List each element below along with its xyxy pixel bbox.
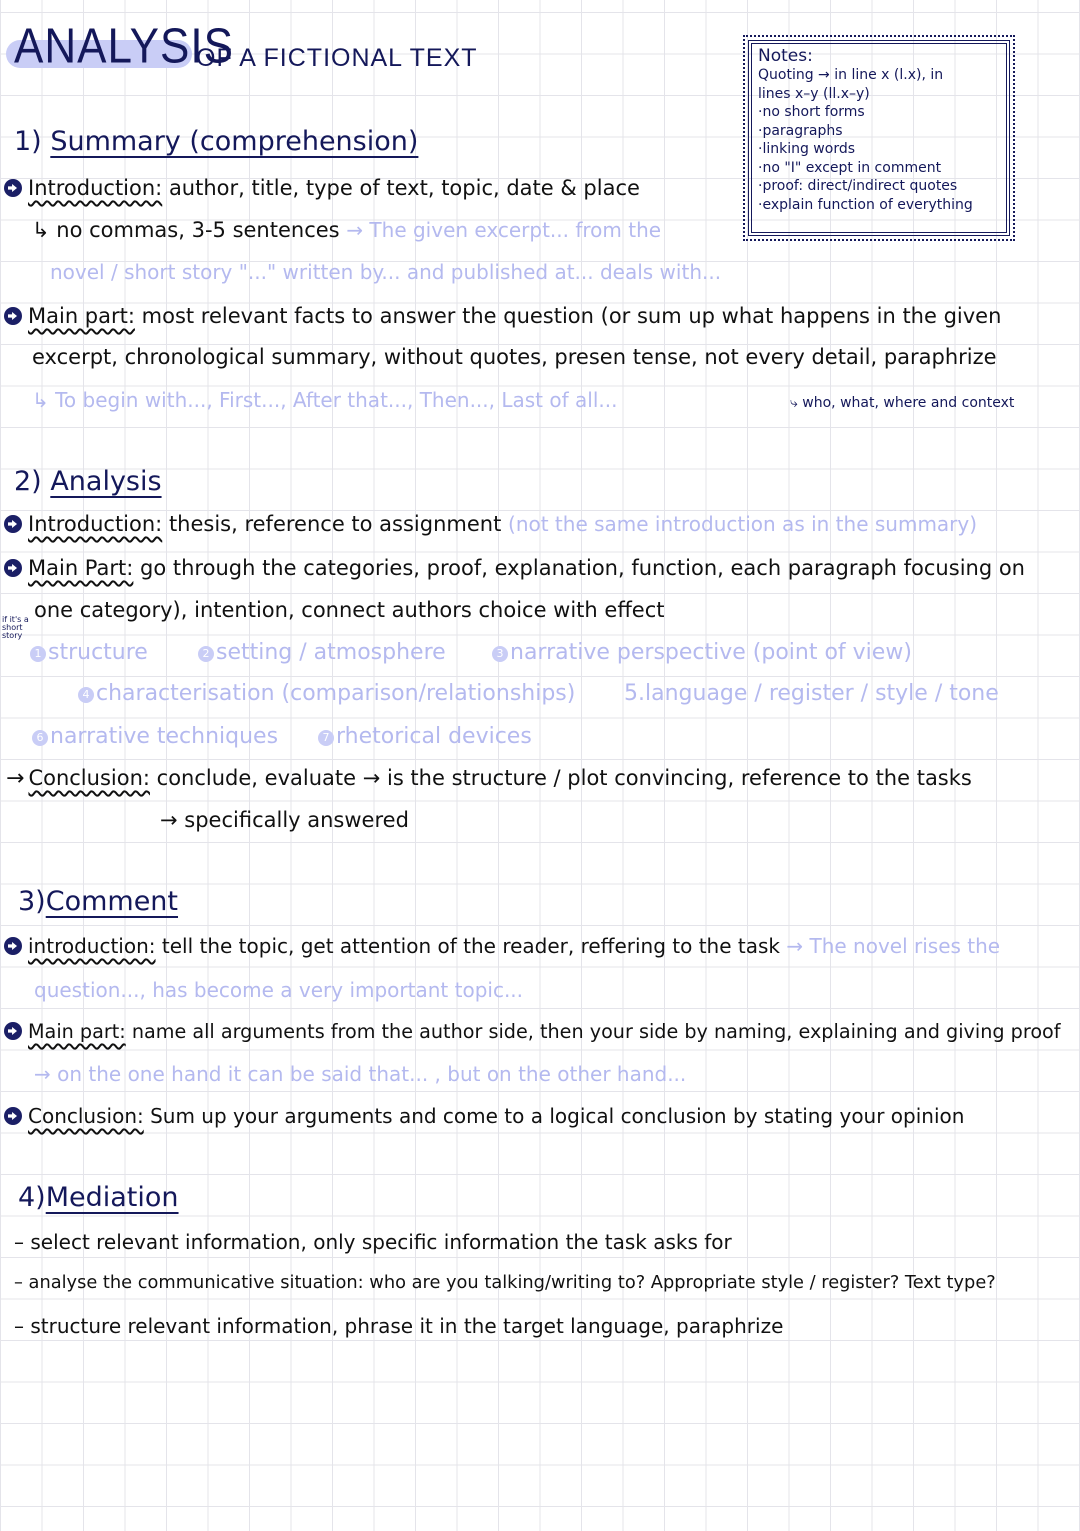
analysis-intro-note: (not the same introduction as in the summary) [508, 512, 978, 536]
comment-conclusion-text: Sum up your arguments and come to a logical conclusion by stating your opinion [150, 1104, 965, 1128]
category-number: 2 [198, 646, 214, 662]
category-item [30, 640, 148, 665]
arrow-circle-icon [4, 1107, 22, 1125]
list-item [14, 1314, 783, 1338]
comment-intro-text: tell the topic, get attention of the reader, reffering to the task [161, 934, 780, 958]
analysis-intro-text: thesis, reference to assignment [168, 512, 502, 536]
comment-conclusion-label: Conclusion: [28, 1104, 144, 1128]
arrow-circle-icon [4, 179, 22, 197]
category-item [492, 640, 912, 665]
notes-line: ·proof: direct/indirect quotes [758, 178, 958, 194]
list-item [14, 1230, 732, 1254]
summary-intro-sub-line [32, 218, 661, 242]
category-item [78, 681, 575, 706]
category-label: structure [48, 640, 148, 665]
category-label: narrative techniques [50, 724, 279, 749]
comment-intro-line [4, 934, 1000, 958]
analysis-side-note: if it's a short story [2, 615, 29, 640]
comment-main-example: → on the one hand it can be said that... , but on the other hand... [34, 1062, 687, 1086]
analysis-conclusion-label: Conclusion: [28, 766, 150, 790]
comment-heading [18, 886, 178, 917]
analysis-intro-line [4, 512, 977, 536]
arrow-circle-icon [4, 937, 22, 955]
summary-main-note [790, 395, 1014, 411]
return-arrow-icon: ↳ [32, 218, 50, 242]
summary-intro-example-cont: novel / short story "..." written by... and published at... deals with... [50, 260, 722, 284]
notes-line: ·explain function of everything [758, 196, 973, 213]
dash-icon: – [14, 1314, 31, 1338]
analysis-heading-text: Analysis [50, 466, 162, 497]
comment-conclusion-line [4, 1104, 964, 1128]
notes-line: ·paragraphs [758, 122, 843, 139]
analysis-conclusion-line [6, 766, 972, 791]
list-item [14, 1272, 996, 1293]
comment-heading-text: Comment [45, 886, 179, 917]
category-number: 5. [624, 681, 645, 706]
category-item [198, 640, 446, 665]
dash-icon: – [14, 1230, 31, 1254]
summary-heading-text: Summary (comprehension) [50, 126, 419, 157]
arrow-icon: → [6, 766, 25, 791]
analysis-main-text-cont: one category), intention, connect authors choice with effect [34, 598, 665, 622]
summary-main-line [4, 304, 1001, 328]
comment-main-text: name all arguments from the author side, then your side by naming, explaining and giving proof [131, 1020, 1061, 1043]
analysis-main-label: Main Part: [28, 556, 134, 580]
dash-icon: – [14, 1272, 29, 1293]
notes-line: ·linking words [758, 141, 856, 157]
notes-line: ·no short forms [758, 104, 865, 120]
arrow-circle-icon [4, 307, 22, 325]
analysis-main-line [4, 556, 1025, 580]
notes-line: lines x–y (ll.x–y) [758, 85, 870, 102]
notes-heading: Notes: [758, 46, 813, 66]
category-item [624, 681, 999, 706]
category-label: language / register / style / tone [645, 681, 999, 706]
summary-intro-label: Introduction: [28, 176, 163, 200]
summary-main-text-cont: excerpt, chronological summary, without quotes, presen tense, not every detail, paraphrize [32, 345, 997, 369]
summary-intro-sub: no commas, 3-5 sentences [56, 218, 340, 242]
comment-intro-example-cont: question..., has become a very important topic... [34, 978, 524, 1002]
category-number: 3 [492, 646, 508, 662]
summary-main-example: ↳ To begin with..., First..., After that..., Then..., Last of all... [32, 388, 618, 412]
arrow-circle-icon [4, 515, 22, 533]
summary-intro-text: author, title, type of text, topic, date & place [168, 176, 640, 200]
notes-box [748, 40, 1010, 236]
category-label: setting / atmosphere [216, 640, 446, 665]
summary-main-label: Main part: [28, 304, 135, 328]
mediation-item-text: analyse the communicative situation: who are you talking/writing to? Appropriate style / register? Text type? [28, 1272, 996, 1293]
comment-main-line [4, 1020, 1061, 1043]
category-label: characterisation (comparison/relationships) [96, 681, 576, 706]
category-label: rhetorical devices [336, 724, 532, 749]
arrow-circle-icon [4, 1022, 22, 1040]
category-label: narrative perspective (point of view) [510, 640, 912, 665]
category-number: 7 [318, 730, 334, 746]
notes-line: ·no "I" except in comment [758, 159, 942, 176]
summary-main-note-text: who, what, where and context [802, 395, 1015, 411]
comment-heading-number: 3) [18, 886, 46, 917]
page-title: ANALYSIS [14, 19, 234, 74]
category-item [32, 724, 278, 749]
summary-main-text: most relevant facts to answer the question (or sum up what happens in the given [141, 304, 1002, 328]
comment-main-label: Main part: [28, 1020, 126, 1043]
summary-heading [14, 126, 418, 157]
arrow-circle-icon [4, 559, 22, 577]
curved-arrow-icon: ⤷ [790, 395, 803, 411]
analysis-intro-label: Introduction: [28, 512, 163, 536]
page-subtitle: OF A FICTIONAL TEXT [196, 44, 478, 72]
category-number: 6 [32, 730, 48, 746]
mediation-item-text: select relevant information, only specific information the task asks for [30, 1230, 732, 1254]
notes-line: Quoting → in line x (l.x), in [758, 67, 944, 83]
category-number: 4 [78, 687, 94, 703]
mediation-heading-number: 4) [18, 1182, 46, 1213]
comment-intro-label: introduction: [28, 934, 156, 958]
mediation-item-text: structure relevant information, phrase it in the target language, paraphrize [30, 1314, 784, 1338]
summary-heading-number: 1) [14, 126, 42, 157]
analysis-heading-number: 2) [14, 466, 42, 497]
mediation-heading-text: Mediation [45, 1182, 179, 1213]
comment-intro-example: → The novel rises the [786, 934, 1001, 958]
mediation-heading [18, 1182, 179, 1213]
analysis-conclusion-text-cont: → specifically answered [160, 808, 409, 832]
summary-intro-example: → The given excerpt... from the [346, 218, 662, 242]
analysis-conclusion-text: conclude, evaluate → is the structure / plot convincing, reference to the tasks [156, 766, 972, 790]
category-number: 1 [30, 646, 46, 662]
analysis-heading [14, 466, 162, 497]
summary-intro-line [4, 176, 640, 200]
category-item [318, 724, 532, 749]
analysis-main-text: go through the categories, proof, explanation, function, each paragraph focusing on [140, 556, 1025, 580]
